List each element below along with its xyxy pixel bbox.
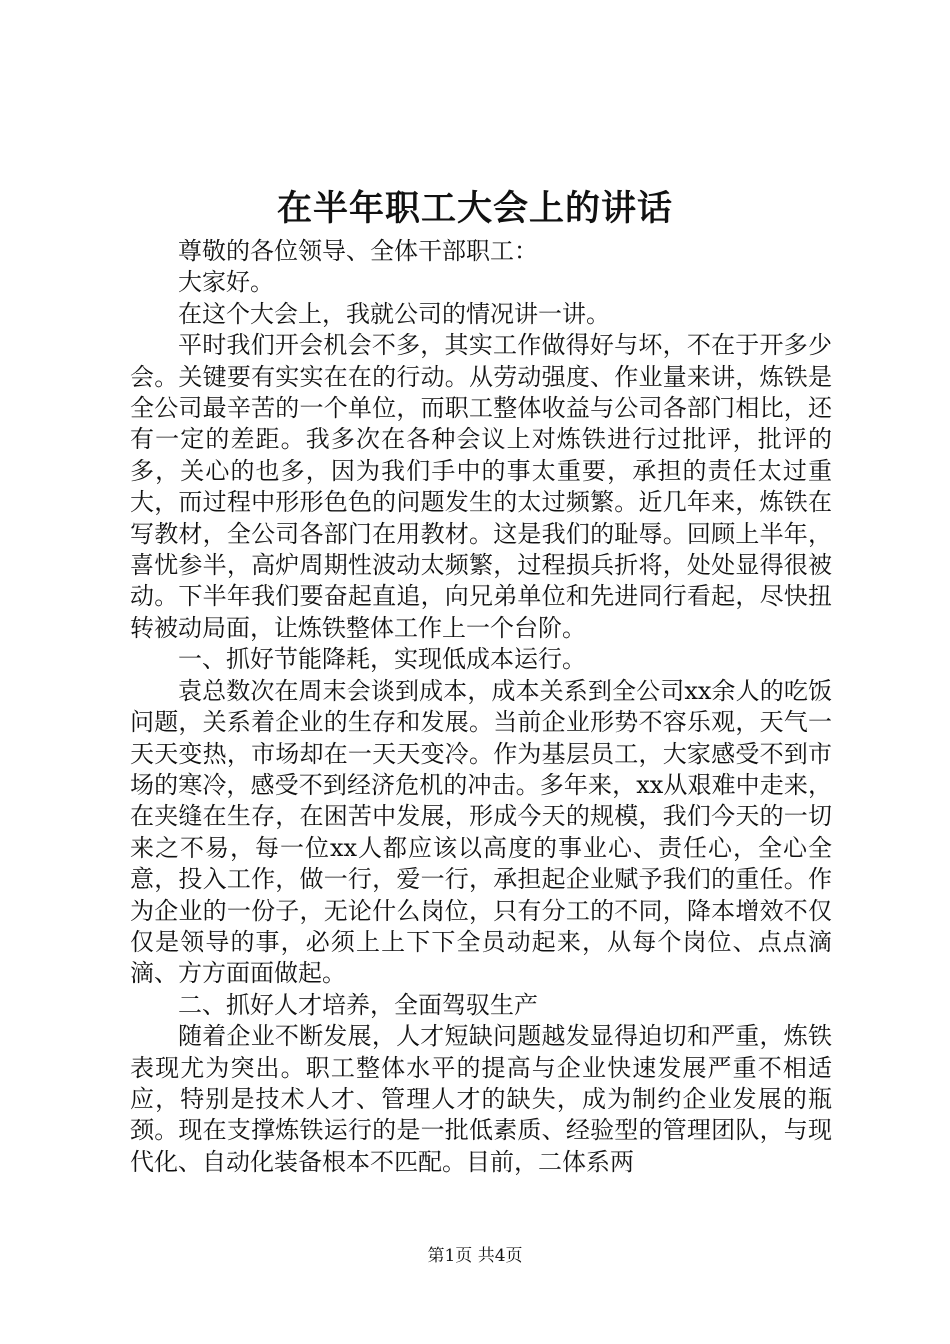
document-body xyxy=(130,236,832,1178)
body-paragraph: 袁总数次在周末会谈到成本，成本关系到全公司xx余人的吃饭问题，关系着企业的生存和发展。当前企业形势不容乐观，天气一天天变热，市场却在一天天变冷。作为基层员工，大家感受不到市场的寒冷，感受不到经济危机的冲击。多年来，xx从艰难中走来，在夹缝在生存，在困苦中发展，形成今天的规模，我们今天的一切来之不易，每一位xx人都应该以高度的事业心、责任心，全心全意，投入工作，做一行，爱一行，承担起企业赋予我们的重任。作为企业的一份子，无论什么岗位，只有分工的不同，降本增效不仅仅是领导的事，必须上上下下全员动起来，从每个岗位、点点滴滴、方方面面做起。 xyxy=(130,676,832,988)
intro-paragraph: 在这个大会上，我就公司的情况讲一讲。 xyxy=(178,299,610,328)
page-number-footer: 第1页 共4页 xyxy=(427,1246,523,1266)
section-heading: 二、抓好人才培养，全面驾驭生产 xyxy=(178,990,538,1019)
body-paragraph: 平时我们开会机会不多，其实工作做得好与坏，不在于开多少会。关键要有实实在在的行动。从劳动强度、作业量来讲，炼铁是全公司最辛苦的一个单位，而职工整体收益与公司各部门相比，还有一定的差距。我多次在各种会议上对炼铁进行过批评，批评的多，关心的也多，因为我们手中的事太重要，承担的责任太过重大，而过程中形形色色的问题发生的太过频繁。近几年来，炼铁在写教材，全公司各部门在用教材。这是我们的耻辱。回顾上半年，喜忧参半，高炉周期性波动太频繁，过程损兵折将，处处显得很被动。下半年我们要奋起直追，向兄弟单位和先进同行看起，尽快扭转被动局面，让炼铁整体工作上一个台阶。 xyxy=(130,331,832,642)
document-title: 在半年职工大会上的讲话 xyxy=(276,188,673,229)
section-heading: 一、抓好节能降耗，实现低成本运行。 xyxy=(178,645,586,674)
greeting: 大家好。 xyxy=(178,268,274,297)
body-paragraph: 随着企业不断发展，人才短缺问题越发显得迫切和严重，炼铁表现尤为突出。职工整体水平的提高与企业快速发展严重不相适应，特别是技术人才、管理人才的缺失，成为制约企业发展的瓶颈。现在支撑炼铁运行的是一批低素质、经验型的管理团队，与现代化、自动化装备根本不匹配。目前，二体系两 xyxy=(130,1022,832,1176)
salutation: 尊敬的各位领导、全体干部职工： xyxy=(178,237,538,265)
